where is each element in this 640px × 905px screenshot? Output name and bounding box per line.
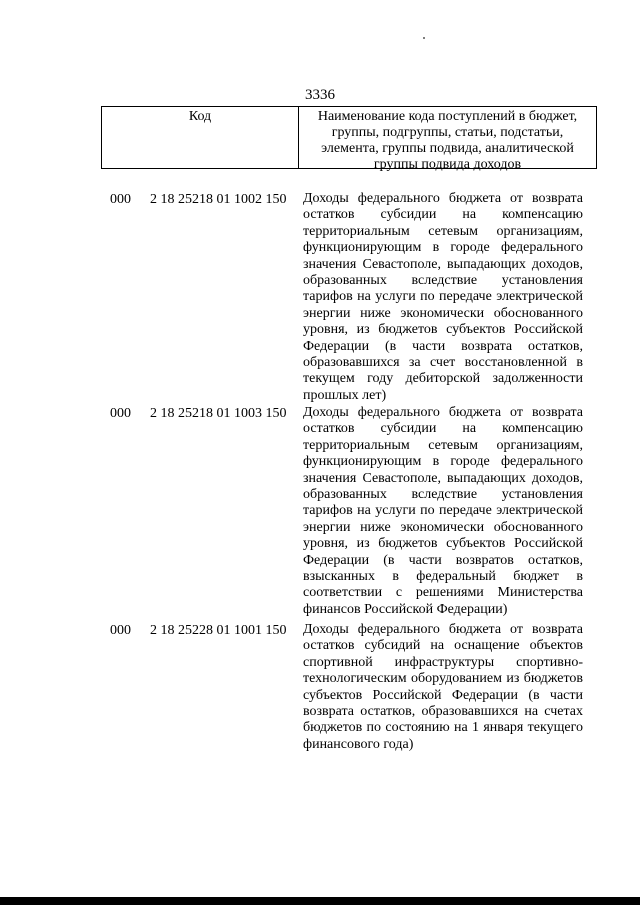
- row-2-description: Доходы федерального бюджета от возврата остатков субсидии на компенсацию территориальным сетевым организациям, функционирующим в городе федерального значения Севастополе, выпадающих доходов, образованных вследствие установления тарифов на услуги по передаче электрической энергии ниже экономически обоснованного уровня, из бюджетов субъектов Российской Федерации (в части возвратов остатков, взысканных в федеральный бюджет в соответствии с решениями Министерства финансов Российской Федерации): [303, 405, 583, 617]
- row-1-description: Доходы федерального бюджета от возврата остатков субсидии на компенсацию территориальным сетевым организациям, функционирующим в городе федерального значения Севастополе, выпадающих доходов, образованных вследствие установления тарифов на услуги по передаче электрической энергии ниже экономически обоснованного уровня, из бюджетов субъектов Российской Федерации (в части возврата остатков, образовавшихся за счет восстановленной в текущем году дебиторской задолженности прошлых лет): [303, 191, 583, 403]
- header-code-column: Код: [102, 107, 299, 168]
- row-3-revenue-code: 2 18 25228 01 1001 150: [150, 623, 287, 638]
- row-2-admin-code: 000: [110, 406, 131, 421]
- row-2-revenue-code: 2 18 25218 01 1003 150: [150, 406, 287, 421]
- header-name-column: Наименование кода поступлений в бюджет, группы, подгруппы, статьи, подстатьи, элемента, группы подвида, аналитической группы подвида доходов: [317, 109, 578, 172]
- row-3-description: Доходы федерального бюджета от возврата остатков субсидий на оснащение объектов спортивной инфраструктуры спортивно-технологическим оборудованием из бюджетов субъектов Российской Федерации (в части возврата остатков, образовавшихся на счетах бюджетов по состоянию на 1 января текущего финансового года): [303, 622, 583, 752]
- table-header: [101, 106, 597, 172]
- row-1-revenue-code: 2 18 25218 01 1002 150: [150, 192, 287, 207]
- scan-bottom-edge: [0, 897, 640, 905]
- row-3-admin-code: 000: [110, 623, 131, 638]
- row-1-admin-code: 000: [110, 192, 131, 207]
- page-number: 3336: [305, 87, 335, 103]
- scan-speck: [423, 37, 425, 39]
